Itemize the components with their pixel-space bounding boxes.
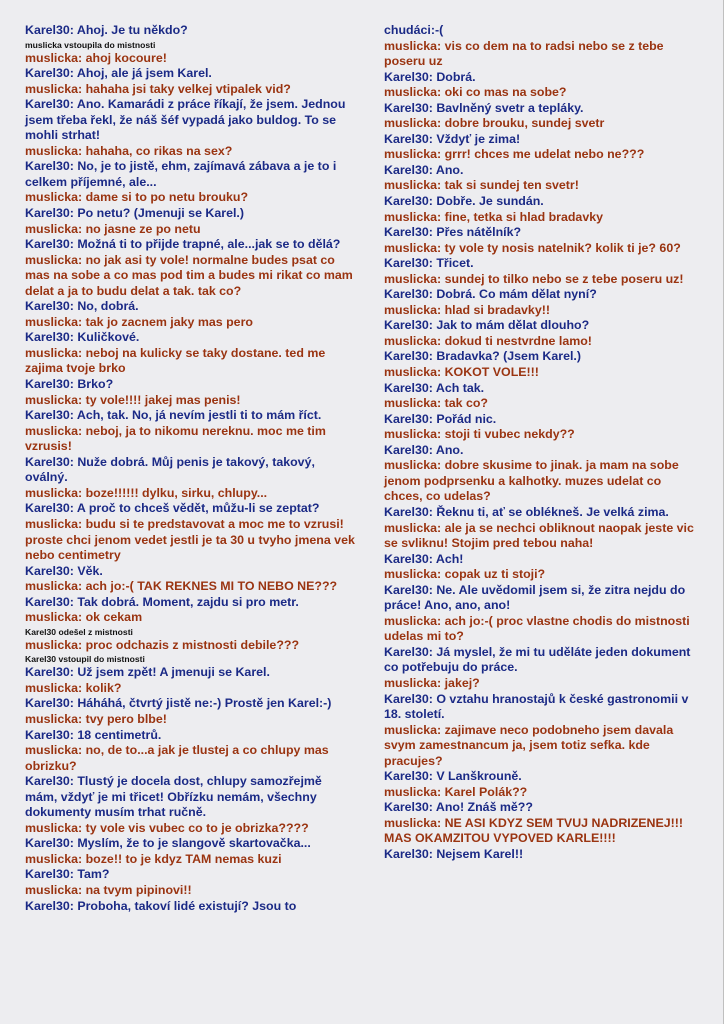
karel-message: Karel30: Dobře. Je sundán.: [384, 194, 544, 209]
karel-message: Karel30: Ach tak.: [384, 380, 485, 395]
karel-message: Karel30: Brko?: [25, 377, 114, 392]
karel-message: Karel30: Tam?: [25, 867, 110, 882]
muslicka-message: muslicka: na tvym pipinovi!!: [25, 882, 192, 897]
karel-message: Karel30: Dobrá.: [384, 69, 476, 84]
karel-message: Karel30: Ano.: [384, 442, 464, 457]
karel-message: Karel30: Myslím, že to je slangově skartovačka...: [25, 836, 311, 851]
karel-message: Karel30: Třicet.: [384, 256, 474, 271]
muslicka-message: muslicka: ale ja se nechci obliknout naopak jeste vic se svliknu! Stojim pred tebou naha!: [384, 520, 694, 551]
muslicka-message: muslicka: boze!!!!!! dylku, sirku, chlupy...: [25, 485, 268, 500]
karel-message: Karel30: No, dobrá.: [25, 299, 139, 314]
muslicka-message: muslicka: Karel Polák??: [384, 784, 528, 799]
karel-message: Karel30: Bavlněný svetr a tepláky.: [384, 100, 584, 115]
karel-message: Karel30: O vztahu hranostajů k české gastronomii v 18. století.: [384, 691, 689, 722]
muslicka-message: muslicka: neboj, ja to nikomu nereknu. moc me tim vzrusis!: [25, 423, 326, 454]
karel-message: Karel30: Ano. Kamarádi z práce říkají, že jsem. Jednou jsem třeba řekl, že náš šéf vypadá jako buldog. To se mohli strhat!: [25, 97, 346, 143]
muslicka-message: muslicka: tak jo zacnem jaky mas pero: [25, 314, 253, 329]
karel-message: Karel30: Ne. Ale uvědomil jsem si, že zitra nejdu do práce! Ano, ano, ano!: [384, 582, 686, 613]
muslicka-message: muslicka: sundej to tilko nebo se z tebe poseru uz!: [384, 271, 684, 286]
muslicka-message: muslicka: tvy pero blbe!: [25, 711, 167, 726]
muslicka-message: muslicka: boze!! to je kdyz TAM nemas kuzi: [25, 851, 282, 866]
karel-message: Karel30: Ano.: [384, 162, 464, 177]
muslicka-message: muslicka: ty vole ty nosis natelnik? kolik ti je? 60?: [384, 240, 681, 255]
muslicka-message: muslicka: ty vole!!!! jakej mas penis!: [25, 392, 241, 407]
muslicka-message: muslicka: hlad si bradavky!!: [384, 302, 550, 317]
karel-message: Karel30: Proboha, takoví lidé existují? Jsou to: [25, 898, 297, 913]
muslicka-message: muslicka: dokud ti nestvrdne lamo!: [384, 333, 592, 348]
karel-message: Karel30: 18 centimetrů.: [25, 727, 162, 742]
muslicka-message: muslicka: zajimave neco podobneho jsem davala svym zamestnancum ja, jsem totiz sefka. kde pracujes?: [384, 722, 674, 768]
muslicka-message: muslicka: dobre brouku, sundej svetr: [384, 116, 605, 131]
muslicka-message: muslicka: oki co mas na sobe?: [384, 85, 567, 100]
karel-message: Karel30: Nuže dobrá. Můj penis je takový, takový, oválný.: [25, 454, 315, 485]
muslicka-message: muslicka: neboj na kulicky se taky dostane. ted me zajima tvoje brko: [25, 345, 326, 376]
karel-message: chudáci:-(: [384, 23, 444, 37]
muslicka-message: muslicka: dobre skusime to jinak. ja mam na sobe jenom podprsenku a kalhotky. muzes udelat co chces, co udelas?: [384, 458, 679, 504]
muslicka-message: muslicka: budu si te predstavovat a moc me to vzrusi! proste chci jenom vedet jestli je ta 30 u tvyho jmena vek nebo centimetry: [25, 516, 355, 563]
muslicka-message: muslicka: ahoj kocoure!: [25, 50, 167, 65]
muslicka-message: muslicka: vis co dem na to radsi nebo se z tebe poseru uz: [384, 38, 664, 69]
karel-message: Karel30: Nejsem Karel!!: [384, 846, 524, 861]
muslicka-message: muslicka: copak uz ti stoji?: [384, 567, 546, 582]
muslicka-message: muslicka: jakej?: [384, 675, 480, 690]
karel-message: Karel30: V Lanškrouně.: [384, 769, 522, 784]
muslicka-message: muslicka: no jak asi ty vole! normalne budes psat co mas na sobe a co mas pod tim a budes mi rikat co mam delat a ja to budu delat a tak. tak co?: [25, 252, 353, 298]
karel-message: Karel30: Přes nátělník?: [384, 225, 522, 240]
karel-message: Karel30: Věk.: [25, 563, 103, 578]
system-message: Karel30 odešel z mistnosti: [25, 626, 133, 637]
left-column: [25, 23, 355, 914]
karel-message: Karel30: Řeknu ti, ať se oblékneš. Je velká zima.: [384, 504, 669, 519]
karel-message: Karel30: Ach!: [384, 551, 464, 566]
karel-message: Karel30: Tlustý je docela dost, chlupy samozřejmě mám, vždyť je mi třicet! Obřízku nemám, všechny dokumenty musím trhat ručně.: [25, 774, 322, 820]
karel-message: Karel30: Pořád nic.: [384, 411, 497, 426]
karel-message: Karel30: No, je to jistě, ehm, zajímavá zábava a je to i celkem příjemné, ale...: [25, 159, 337, 189]
karel-message: Karel30: Po netu? (Jmenuji se Karel.): [25, 206, 244, 221]
muslicka-message: muslicka: no, de to...a jak je tlustej a co chlupy mas obrizku?: [25, 743, 329, 773]
karel-message: Karel30: A proč to chceš vědět, můžu-li se zeptat?: [25, 501, 320, 516]
karel-message: Karel30: Háháhá, čtvrtý jistě ne:-) Prostě jen Karel:-): [25, 696, 332, 711]
muslicka-message: muslicka: grrr! chces me udelat nebo ne???: [384, 147, 645, 162]
muslicka-message: muslicka: hahaha, co rikas na sex?: [25, 143, 233, 158]
karel-message: Karel30: Dobrá. Co mám dělat nyní?: [384, 287, 597, 302]
system-message: Karel30 vstoupil do mistnosti: [25, 654, 145, 665]
muslicka-message: muslicka: hahaha jsi taky velkej vtipalek vid?: [25, 81, 291, 96]
karel-message: Karel30: Já myslel, že mi tu uděláte jeden dokument co potřebuju do práce.: [384, 644, 691, 675]
muslicka-message: muslicka: dame si to po netu brouku?: [25, 190, 249, 205]
karel-message: Karel30: Ahoj. Je tu někdo?: [25, 23, 188, 37]
karel-message: Karel30: Ahoj, ale já jsem Karel.: [25, 66, 212, 81]
muslicka-message: muslicka: stoji ti vubec nekdy??: [384, 427, 575, 442]
karel-message: Karel30: Vždyť je zima!: [384, 131, 521, 146]
muslicka-message: muslicka: fine, tetka si hlad bradavky: [384, 209, 603, 224]
karel-message: Karel30: Kuličkové.: [25, 330, 140, 345]
karel-message: Karel30: Už jsem zpět! A jmenuji se Karel.: [25, 665, 270, 680]
karel-message: Karel30: Tak dobrá. Moment, zajdu si pro metr.: [25, 594, 299, 609]
karel-message: Karel30: Bradavka? (Jsem Karel.): [384, 349, 581, 364]
muslicka-message: muslicka: ty vole vis vubec co to je obrizka????: [25, 820, 309, 835]
system-message: muslicka vstoupila do mistnosti: [25, 39, 156, 50]
muslicka-message: muslicka: NE ASI KDYZ SEM TVUJ NADRIZENEJ!!! MAS OKAMZITOU VYPOVED KARLE!!!!: [384, 815, 684, 846]
right-column: [384, 23, 698, 863]
muslicka-message: muslicka: ok cekam: [25, 610, 143, 625]
muslicka-message: muslicka: ach jo:-( TAK REKNES MI TO NEBO NE???: [25, 579, 338, 594]
muslicka-message: muslicka: kolik?: [25, 680, 122, 695]
karel-message: Karel30: Jak to mám dělat dlouho?: [384, 318, 590, 333]
muslicka-message: muslicka: no jasne ze po netu: [25, 221, 201, 236]
muslicka-message: muslicka: proc odchazis z mistnosti debile???: [25, 637, 300, 652]
muslicka-message: muslicka: ach jo:-( proc vlastne chodis do mistnosti udelas mi to?: [384, 613, 690, 644]
karel-message: Karel30: Možná ti to přijde trapné, ale...jak se to dělá?: [25, 237, 341, 252]
karel-message: Karel30: Ano! Znáš mě??: [384, 800, 533, 815]
karel-message: Karel30: Ach, tak. No, já nevím jestli ti to mám říct.: [25, 408, 322, 423]
muslicka-message: muslicka: tak co?: [384, 396, 488, 411]
muslicka-message: muslicka: KOKOT VOLE!!!: [384, 365, 539, 380]
muslicka-message: muslicka: tak si sundej ten svetr!: [384, 178, 579, 193]
